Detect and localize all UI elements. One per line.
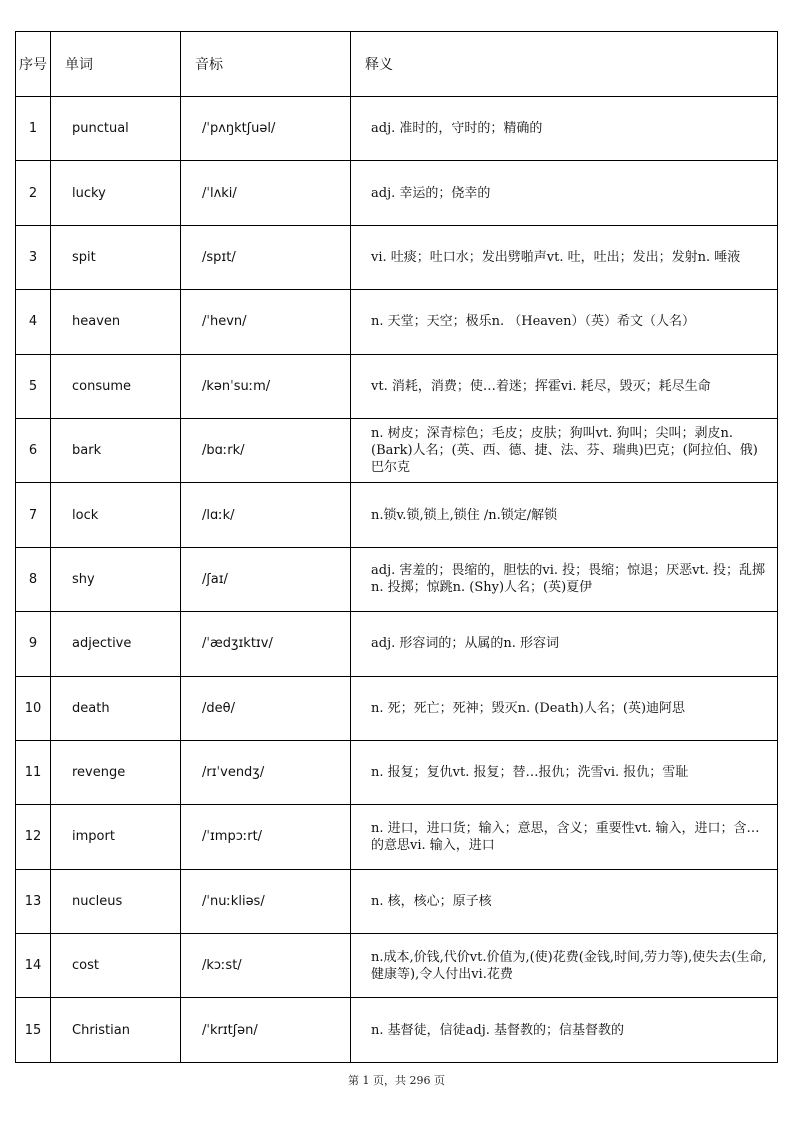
row-number: 7: [16, 483, 51, 547]
row-number: 15: [16, 998, 51, 1062]
table-row: [16, 612, 778, 676]
row-word: heaven: [51, 290, 181, 354]
row-phonetic: /deθ/: [181, 676, 351, 740]
table-row: [16, 547, 778, 611]
row-number: 12: [16, 805, 51, 869]
row-phonetic: /kənˈsuːm/: [181, 354, 351, 418]
table-row: [16, 97, 778, 161]
header-word: 单词: [51, 32, 181, 97]
row-number: 6: [16, 418, 51, 482]
row-word: consume: [51, 354, 181, 418]
row-phonetic: /kɔːst/: [181, 934, 351, 998]
row-phonetic: /ˈædʒɪktɪv/: [181, 612, 351, 676]
row-definition: adj. 形容词的；从属的n. 形容词: [351, 612, 778, 676]
row-word: adjective: [51, 612, 181, 676]
table-row: [16, 418, 778, 482]
table-row: [16, 676, 778, 740]
table-row: [16, 740, 778, 804]
row-word: nucleus: [51, 869, 181, 933]
row-word: lock: [51, 483, 181, 547]
table-header-row: [16, 32, 778, 97]
row-definition: n. 基督徒，信徒adj. 基督教的；信基督教的: [351, 998, 778, 1062]
row-definition: vi. 吐痰；吐口水；发出劈啪声vt. 吐，吐出；发出；发射n. 唾液: [351, 225, 778, 289]
row-phonetic: /ˈhevn/: [181, 290, 351, 354]
row-phonetic: /ˈɪmpɔːrt/: [181, 805, 351, 869]
header-definition: 释义: [351, 32, 778, 97]
row-definition: n.成本,价钱,代价vt.价值为,(使)花费(金钱,时间,劳力等),使失去(生命,健康等),令人付出vi.花费: [351, 934, 778, 998]
table-row: [16, 998, 778, 1062]
table-row: [16, 483, 778, 547]
table-row: [16, 290, 778, 354]
row-phonetic: /rɪˈvendʒ/: [181, 740, 351, 804]
table-row: [16, 225, 778, 289]
row-definition: adj. 准时的，守时的；精确的: [351, 97, 778, 161]
row-definition: adj. 害羞的；畏缩的，胆怯的vi. 投；畏缩；惊退；厌恶vt. 投；乱掷n. 投掷；惊跳n. (Shy)人名；(英)夏伊: [351, 547, 778, 611]
row-number: 5: [16, 354, 51, 418]
row-number: 1: [16, 97, 51, 161]
row-word: punctual: [51, 97, 181, 161]
page-footer: 第 1 页，共 296 页: [348, 1074, 445, 1087]
row-number: 2: [16, 161, 51, 225]
row-number: 11: [16, 740, 51, 804]
row-number: 3: [16, 225, 51, 289]
row-definition: n. 死；死亡；死神；毁灭n. (Death)人名；(英)迪阿思: [351, 676, 778, 740]
row-definition: n. 天堂；天空；极乐n. （Heaven）（英）希文（人名）: [351, 290, 778, 354]
row-definition: n. 树皮；深青棕色；毛皮；皮肤；狗叫vt. 狗叫；尖叫；剥皮n. (Bark)人名；(英、西、德、捷、法、芬、瑞典)巴克；(阿拉伯、俄)巴尔克: [351, 418, 778, 482]
table-row: [16, 934, 778, 998]
row-word: death: [51, 676, 181, 740]
row-word: spit: [51, 225, 181, 289]
row-phonetic: /ˈnuːkliəs/: [181, 869, 351, 933]
row-phonetic: /bɑːrk/: [181, 418, 351, 482]
vocabulary-table: [15, 31, 778, 1063]
row-phonetic: /lɑːk/: [181, 483, 351, 547]
row-number: 9: [16, 612, 51, 676]
row-phonetic: /ˈkrɪtʃən/: [181, 998, 351, 1062]
row-word: lucky: [51, 161, 181, 225]
row-word: Christian: [51, 998, 181, 1062]
row-definition: n. 报复；复仇vt. 报复；替…报仇；洗雪vi. 报仇；雪耻: [351, 740, 778, 804]
table-row: [16, 805, 778, 869]
header-phonetic: 音标: [181, 32, 351, 97]
row-number: 14: [16, 934, 51, 998]
table-row: [16, 354, 778, 418]
row-definition: vt. 消耗，消费；使…着迷；挥霍vi. 耗尽，毁灭；耗尽生命: [351, 354, 778, 418]
row-definition: n. 核，核心；原子核: [351, 869, 778, 933]
row-word: cost: [51, 934, 181, 998]
table-row: [16, 161, 778, 225]
table-row: [16, 869, 778, 933]
row-phonetic: /ˈpʌŋktʃuəl/: [181, 97, 351, 161]
row-word: revenge: [51, 740, 181, 804]
row-definition: n.锁v.锁,锁上,锁住 /n.锁定/解锁: [351, 483, 778, 547]
row-phonetic: /ʃaɪ/: [181, 547, 351, 611]
row-definition: adj. 幸运的；侥幸的: [351, 161, 778, 225]
row-word: shy: [51, 547, 181, 611]
header-number: 序号: [16, 32, 51, 97]
row-number: 10: [16, 676, 51, 740]
row-word: bark: [51, 418, 181, 482]
row-word: import: [51, 805, 181, 869]
row-number: 8: [16, 547, 51, 611]
row-phonetic: /ˈlʌki/: [181, 161, 351, 225]
row-phonetic: /spɪt/: [181, 225, 351, 289]
row-number: 13: [16, 869, 51, 933]
row-number: 4: [16, 290, 51, 354]
row-definition: n. 进口，进口货；输入；意思，含义；重要性vt. 输入，进口；含…的意思vi. 输入，进口: [351, 805, 778, 869]
